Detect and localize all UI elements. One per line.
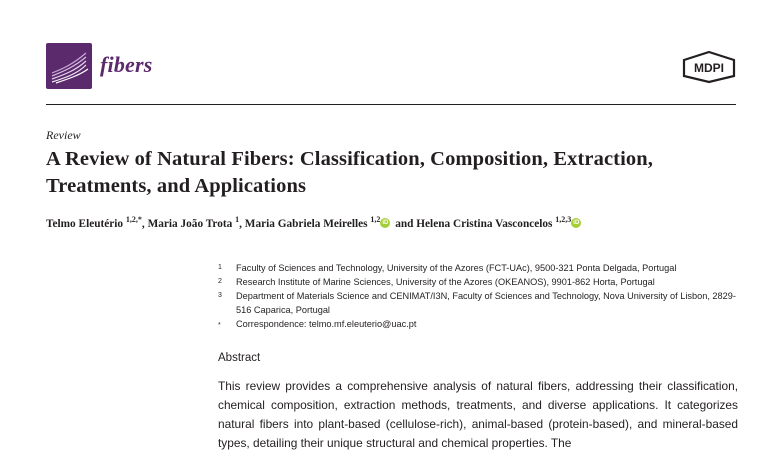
affiliation-text: Department of Materials Science and CENIMAT/I3N, Faculty of Sciences and Technology, Nova University of Lisbon, 2829-516 Caparica, Portugal — [236, 291, 736, 315]
mdpi-logo-text: MDPI — [694, 61, 724, 75]
mdpi-logo — [680, 50, 738, 84]
journal-name: fibers — [100, 52, 153, 77]
author-affiliation-mark: 1 — [235, 215, 240, 224]
author-name[interactable]: Helena Cristina Vasconcelos — [416, 218, 553, 230]
affiliation-mark: 1 — [218, 264, 222, 271]
author-list: Telmo Eleutério $^{1,2,*}$, Maria João Trota $^1$, Maria Gabriela Meirelles $^{1,2}$ iD and Helena Cristina Vasconcelos $^{1,2,3}$ iD — [46, 215, 580, 230]
affiliation-text: Faculty of Sciences and Technology, University of the Azores (FCT-UAc), 9500-321 Ponta Delgada, Portugal — [236, 263, 677, 273]
journal-logo — [46, 43, 92, 89]
orcid-icon[interactable]: iD — [573, 220, 580, 226]
author-affiliation-mark: 1,2,3 — [555, 215, 572, 224]
abstract-heading: Abstract — [218, 352, 261, 364]
author-name[interactable]: Maria João Trota — [147, 218, 233, 230]
author-affiliation-mark: 1,2,* — [125, 215, 142, 224]
author-affiliation-mark: 1,2 — [370, 215, 381, 224]
correspondence-email[interactable]: Correspondence: telmo.mf.eleuterio@uac.pt — [236, 319, 417, 329]
article-title: A Review of Natural Fibers: Classification, Composition, Extraction, Treatments, and Applications — [46, 148, 653, 197]
author-name[interactable]: Telmo Eleutério — [46, 218, 124, 230]
orcid-icon[interactable]: iD — [382, 220, 389, 226]
header-divider — [46, 104, 736, 105]
affiliation-mark: 3 — [218, 292, 222, 299]
affiliation-mark: 2 — [218, 278, 222, 285]
article-type: Review — [46, 128, 81, 142]
affiliation-text: Research Institute of Marine Sciences, University of the Azores (OKEANOS), 9901-862 Horta, Portugal — [236, 277, 655, 287]
abstract-text: This review provides a comprehensive analysis of natural fibers, addressing their classification, chemical composition, extraction methods, treatments, and diverse applications. It categorizes natural fibers into plant-based (cellulose-rich), animal-based (protein-based), and mineral-based types, detailing their unique structural and chemical properties. The — [218, 379, 738, 450]
affiliation-mark: * — [218, 322, 221, 329]
author-name[interactable]: Maria Gabriela Meirelles — [244, 218, 368, 230]
